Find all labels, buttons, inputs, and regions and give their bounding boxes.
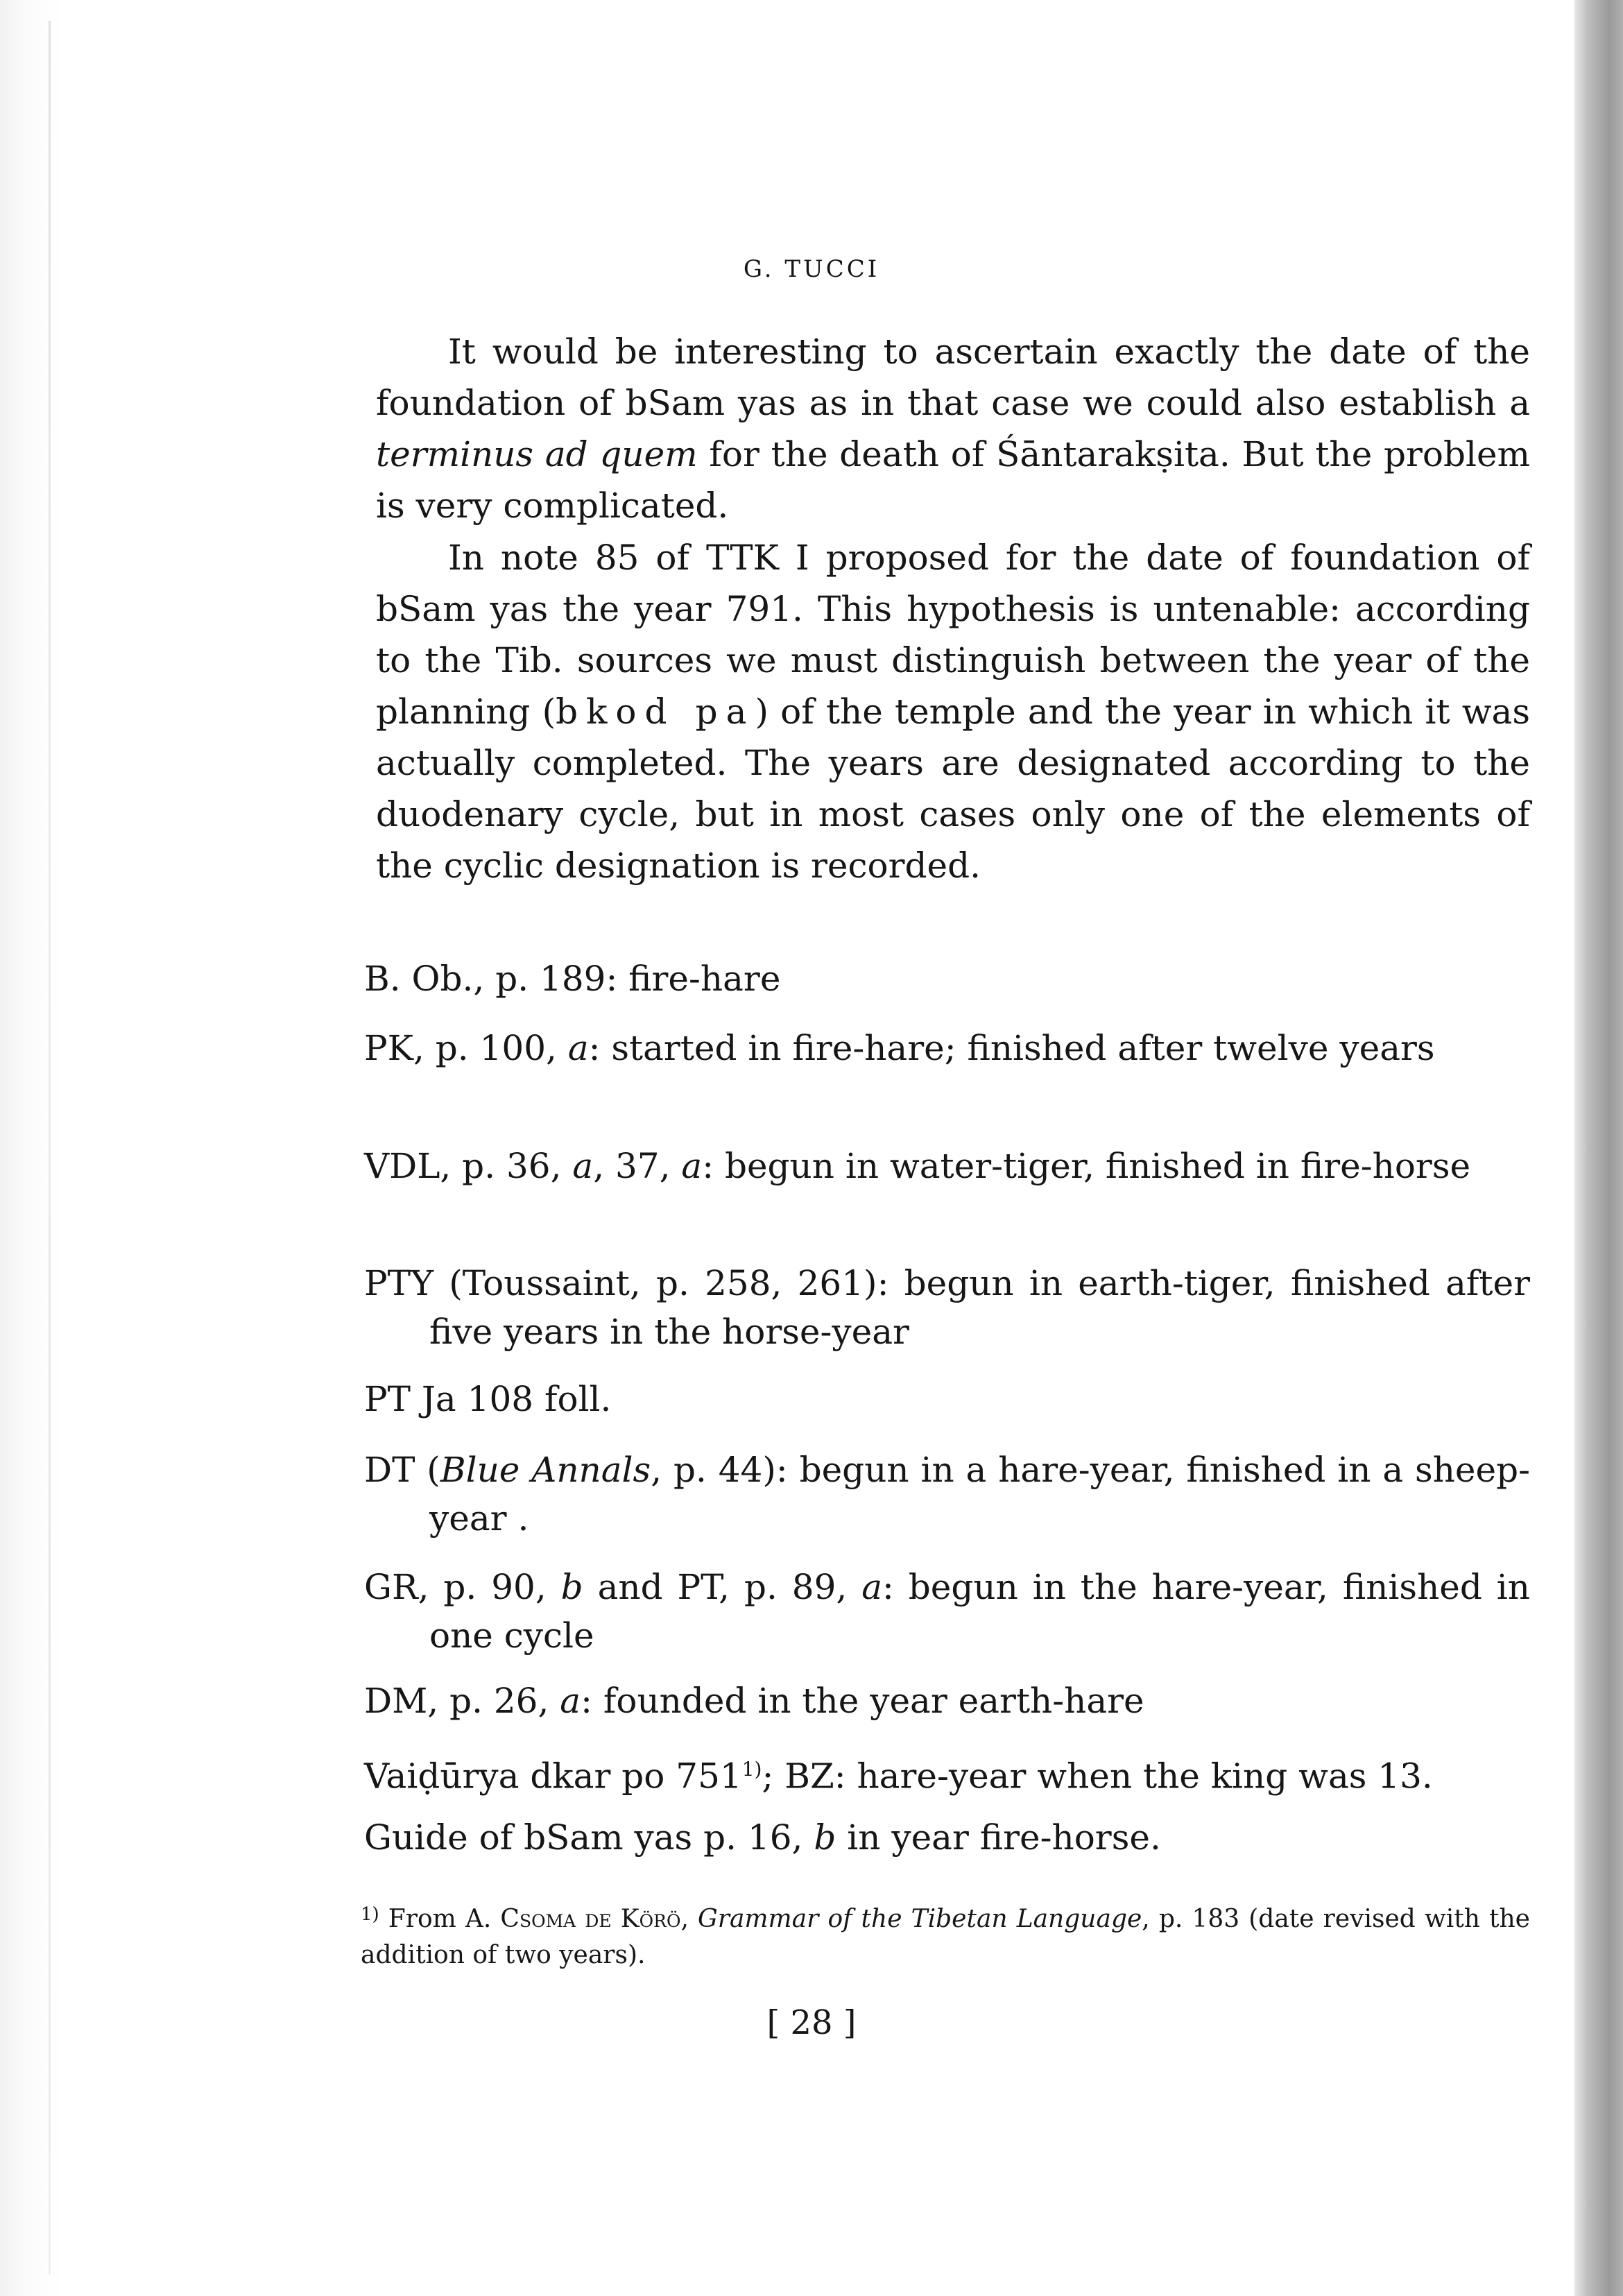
footnote-reference: 1) xyxy=(741,1758,762,1781)
entry-text: : begun in water-tiger, finished in fire-horse xyxy=(702,1146,1471,1186)
entry-text: DT ( xyxy=(364,1450,440,1490)
page-number: [ 28 ] xyxy=(766,2003,857,2042)
entry-text: B. Ob., p. 189: fire-hare xyxy=(364,959,781,999)
footnote-text: From A. xyxy=(379,1905,501,1933)
footnote-title: Grammar of the Tibetan Language xyxy=(697,1905,1142,1933)
entry-italic: Blue Annals xyxy=(440,1450,651,1490)
entry-text: PK, p. 100, xyxy=(364,1028,568,1068)
entry-italic: a xyxy=(681,1146,703,1186)
paragraph-1-text: It would be interesting to ascertain exactly the date of the foundation of bSam yas as in that case we could also establish a xyxy=(376,332,1530,423)
footnote-text: , xyxy=(680,1905,698,1933)
entry-text: : founded in the year earth-hare xyxy=(581,1681,1144,1721)
paragraph-2-text: In note 85 of TTK I proposed for the date of foundation of bSam yas the year 791. This hypothesis is untenable: according to the Tib. sources we must distinguish between the year of the planning ( xyxy=(376,538,1530,732)
running-head: G. TUCCI xyxy=(743,255,880,283)
entry-italic: a xyxy=(567,1028,589,1068)
source-entry xyxy=(364,1375,1530,1423)
source-entry xyxy=(364,954,1530,1003)
scan-edge-line xyxy=(49,21,51,2275)
scan-edge-left xyxy=(0,0,62,2296)
footnote-text: , p. 183 (date revised with the addition of two years). xyxy=(361,1905,1530,1969)
entry-italic: a xyxy=(560,1681,581,1721)
entry-text: Guide of bSam yas p. 16, xyxy=(364,1817,814,1858)
entry-italic: a xyxy=(861,1567,883,1607)
source-entry xyxy=(364,1563,1530,1660)
entry-text: PT Ja 108 foll. xyxy=(364,1379,612,1419)
source-entry xyxy=(364,1024,1530,1072)
entry-text: GR, p. 90, xyxy=(364,1567,561,1607)
entry-text: : begun in the hare-year, finished in one cycle xyxy=(429,1567,1530,1656)
entry-text: in year fire-horse. xyxy=(836,1817,1161,1858)
paragraph-2 xyxy=(376,532,1530,891)
entry-italic: b xyxy=(814,1817,836,1858)
entry-text: , p. 44): begun in a hare-year, finished in a sheep-year . xyxy=(429,1450,1530,1539)
paragraph-1-italic: terminus ad quem xyxy=(376,434,698,474)
entry-text: DM, p. 26, xyxy=(364,1681,560,1721)
paragraph-2-text-end: ) of the temple and the year in which it was actually completed. The years are designated according to the duodenary cycle, but in most cases only one of the elements of the cyclic designation is recorded. xyxy=(376,692,1531,886)
entry-text: and PT, p. 89, xyxy=(583,1567,862,1607)
source-entry xyxy=(364,1259,1530,1356)
source-entry xyxy=(364,1446,1530,1543)
entry-text: , 37, xyxy=(593,1146,682,1186)
paragraph-1-text-end: for the death of Śāntarakṣita. But the problem is very complicated. xyxy=(376,434,1530,526)
entry-text: VDL, p. 36, xyxy=(364,1146,573,1186)
entry-text: ; BZ: hare-year when the king was 13. xyxy=(762,1756,1433,1797)
source-entry xyxy=(364,1745,1530,1801)
entry-italic: b xyxy=(560,1567,583,1607)
paragraph-1 xyxy=(376,326,1530,531)
footnote-marker: 1) xyxy=(361,1904,379,1925)
footnote-author: Csoma de Körö xyxy=(500,1905,681,1933)
source-entry xyxy=(364,1142,1530,1190)
entry-text: Vaiḍūrya dkar po 751 xyxy=(364,1756,742,1797)
scan-edge-right xyxy=(1574,0,1623,2296)
entry-text: : started in fire-hare; finished after twelve years xyxy=(588,1028,1435,1068)
source-entry xyxy=(364,1813,1530,1862)
footnote xyxy=(361,1896,1530,1973)
entry-text: PTY (Toussaint, p. 258, 261): begun in earth-tiger, finished after five years in the horse-year xyxy=(364,1263,1530,1352)
paragraph-2-spaced-term: bkod pa xyxy=(556,692,755,732)
entry-italic: a xyxy=(572,1146,594,1186)
source-entry xyxy=(364,1677,1530,1725)
